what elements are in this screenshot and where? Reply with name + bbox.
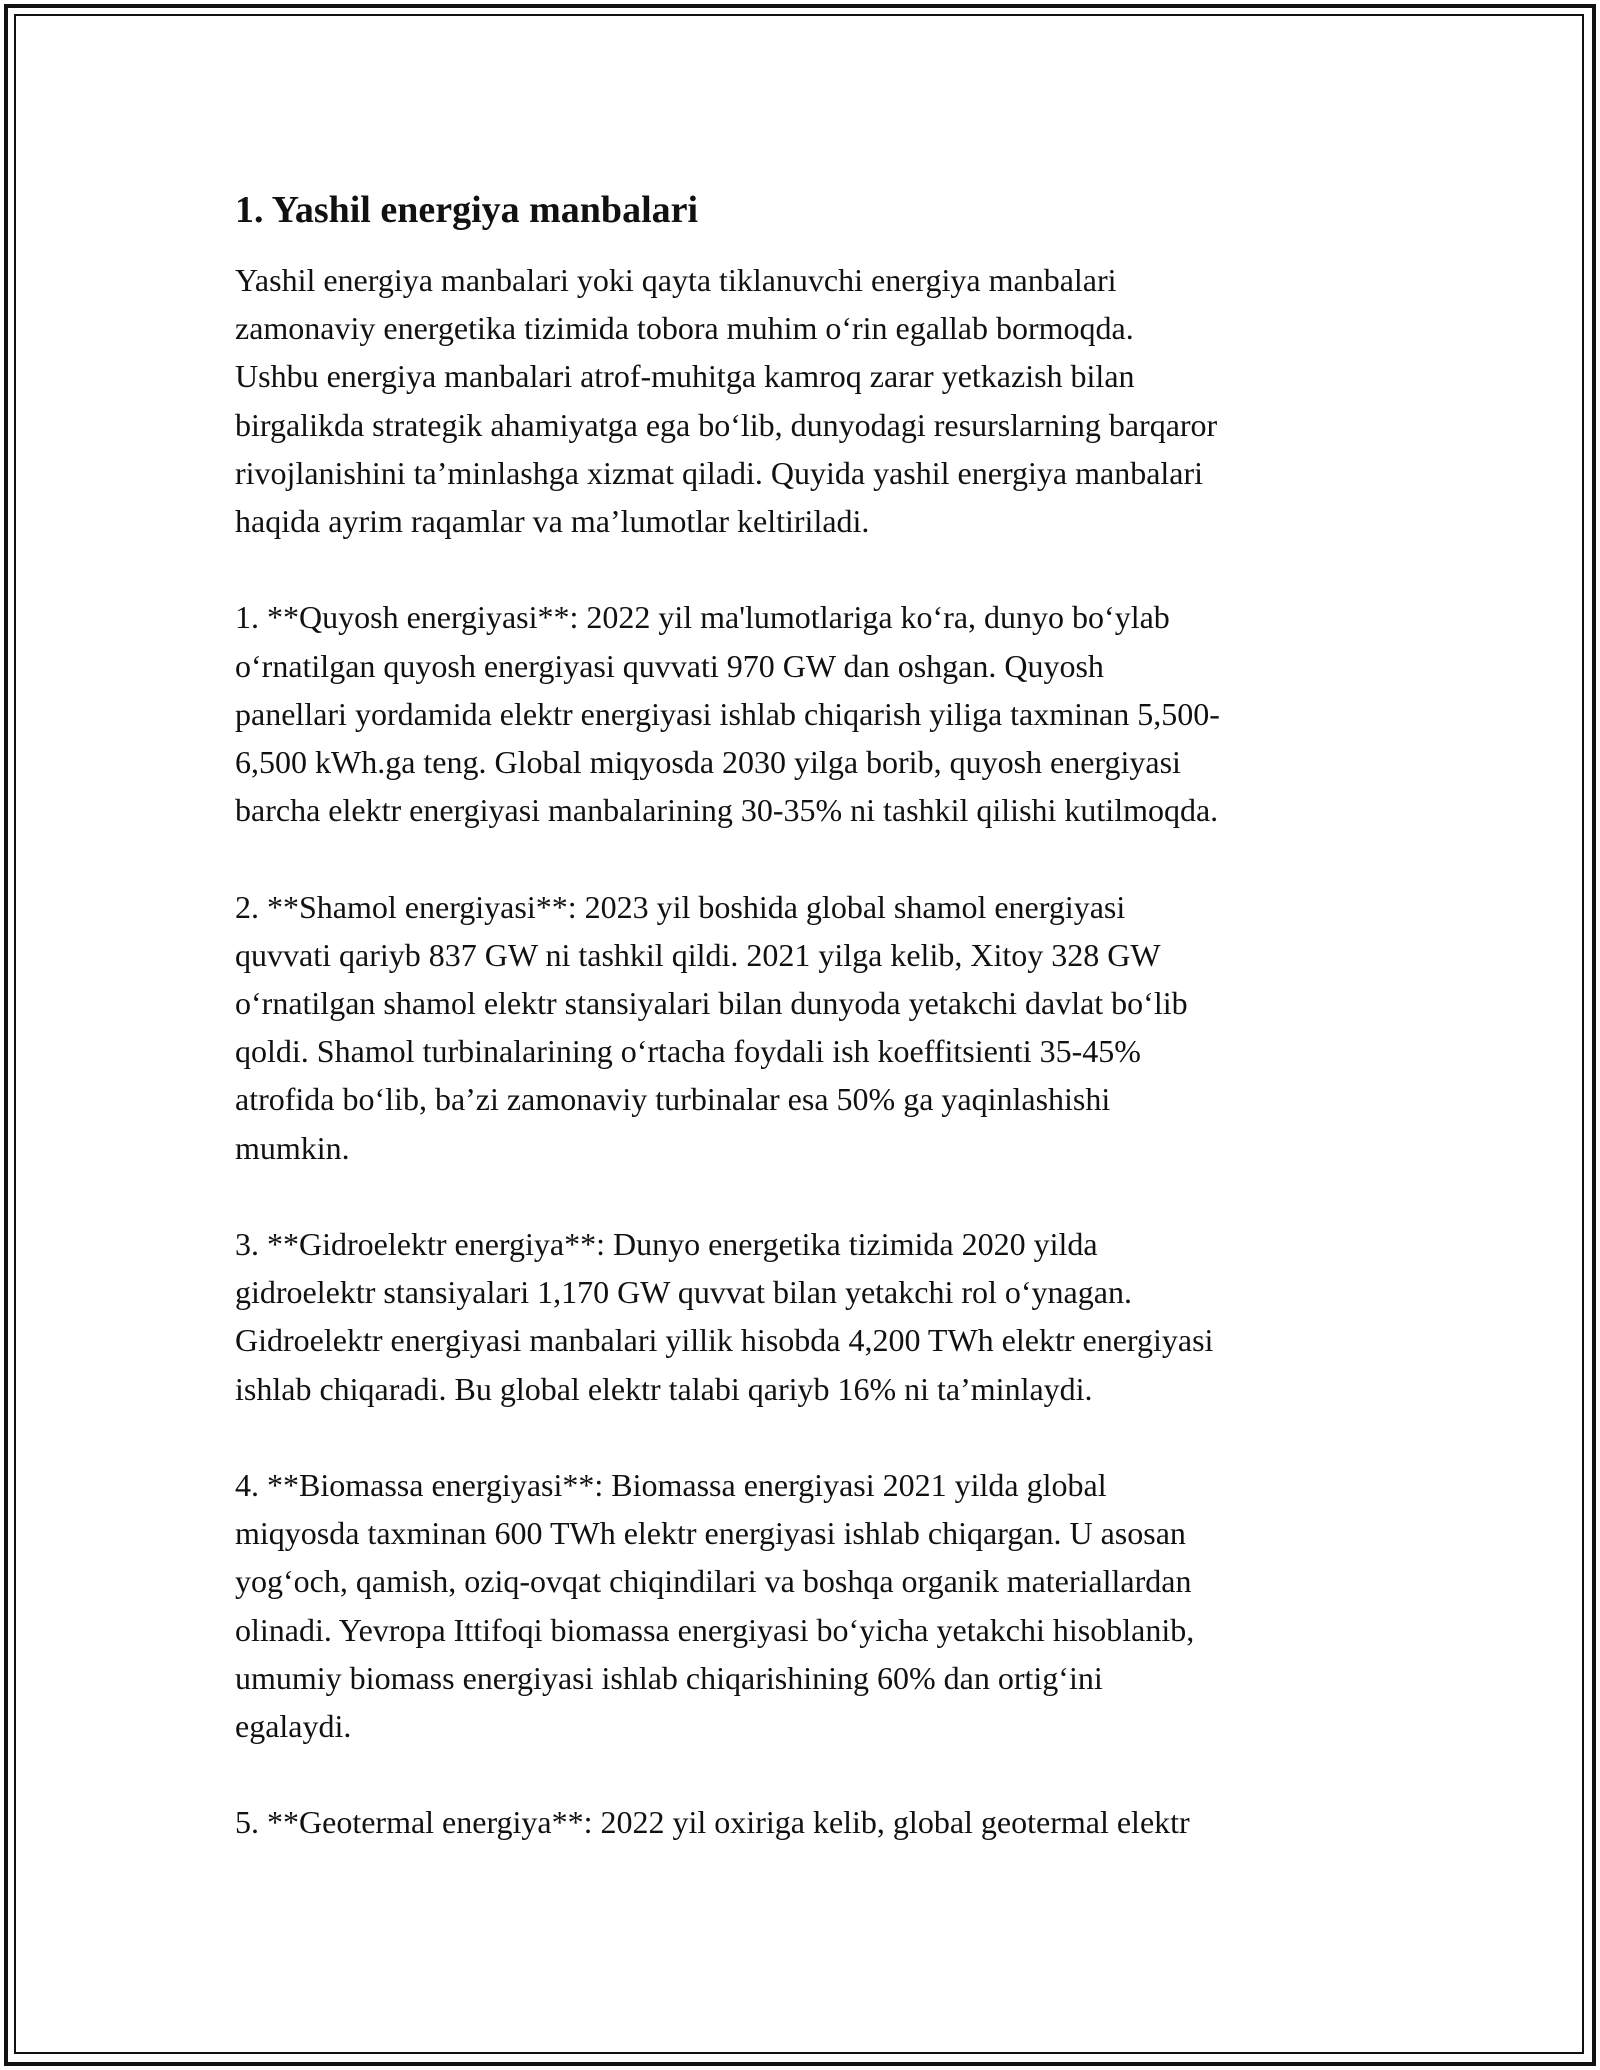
document-body <box>235 186 1370 1895</box>
paragraph-line: 3. **Gidroelektr energiya**: Dunyo energetika tizimida 2020 yilda <box>235 1226 1098 1263</box>
paragraph-line: rivojlanishini taʼminlashga xizmat qiladi. Quyida yashil energiya manbalari <box>235 454 1204 491</box>
paragraph-line: Ushbu energiya manbalari atrof-muhitga kamroq zarar yetkazish bilan <box>235 358 1135 395</box>
paragraph-line: panellari yordamida elektr energiyasi ishlab chiqarish yiliga taxminan 5,500- <box>235 695 1220 732</box>
intro-paragraph <box>235 256 1370 545</box>
paragraph-line: yogʻoch, qamish, oziq-ovqat chiqindilari va boshqa organik materiallardan <box>235 1563 1192 1600</box>
paragraph-line: gidroelektr stansiyalari 1,170 GW quvvat bilan yetakchi rol oʻynagan. <box>235 1274 1132 1311</box>
paragraph-line: 4. **Biomassa energiyasi**: Biomassa energiyasi 2021 yilda global <box>235 1467 1107 1504</box>
paragraph-line: quvvati qariyb 837 GW ni tashkil qildi. 2021 yilga kelib, Xitoy 328 GW <box>235 936 1161 973</box>
solar-energy-paragraph <box>235 593 1370 834</box>
document-heading: 1. Yashil energiya manbalari <box>235 189 699 231</box>
paragraph-line: olinadi. Yevropa Ittifoqi biomassa energiyasi boʻyicha yetakchi hisoblanib, <box>235 1611 1195 1648</box>
paragraph-line: 6,500 kWh.ga teng. Global miqyosda 2030 yilga borib, quyosh energiyasi <box>235 744 1181 781</box>
paragraph-line: 5. **Geotermal energiya**: 2022 yil oxiriga kelib, global geotermal elektr <box>235 1804 1190 1841</box>
biomass-energy-paragraph <box>235 1461 1370 1750</box>
paragraph-line: haqida ayrim raqamlar va maʼlumotlar keltiriladi. <box>235 503 870 540</box>
paragraph-line: barcha elektr energiyasi manbalarining 30-35% ni tashkil qilishi kutilmoqda. <box>235 792 1219 829</box>
paragraph-line: oʻrnatilgan shamol elektr stansiyalari bilan dunyoda yetakchi davlat boʻlib <box>235 985 1188 1022</box>
paragraph-line: Yashil energiya manbalari yoki qayta tiklanuvchi energiya manbalari <box>235 262 1117 298</box>
hydro-energy-paragraph <box>235 1220 1370 1413</box>
geothermal-energy-paragraph <box>235 1798 1370 1846</box>
paragraph-line: egalaydi. <box>235 1708 352 1745</box>
paragraph-line: 2. **Shamol energiyasi**: 2023 yil boshida global shamol energiyasi <box>235 888 1126 925</box>
paragraph-line: oʻrnatilgan quyosh energiyasi quvvati 970 GW dan oshgan. Quyosh <box>235 647 1104 684</box>
paragraph-line: mumkin. <box>235 1129 350 1166</box>
paragraph-line: zamonaviy energetika tizimida tobora muhim oʻrin egallab bormoqda. <box>235 310 1134 347</box>
paragraph-line: birgalikda strategik ahamiyatga ega boʻlib, dunyodagi resurslarning barqaror <box>235 406 1218 443</box>
paragraph-line: Gidroelektr energiyasi manbalari yillik hisobda 4,200 TWh elektr energiyasi <box>235 1322 1214 1359</box>
paragraph-line: atrofida boʻlib, baʼzi zamonaviy turbinalar esa 50% ga yaqinlashishi <box>235 1081 1111 1118</box>
paragraph-line: qoldi. Shamol turbinalarining oʻrtacha foydali ish koeffitsienti 35-45% <box>235 1033 1141 1070</box>
paragraph-line: ishlab chiqaradi. Bu global elektr talabi qariyb 16% ni taʼminlaydi. <box>235 1370 1093 1407</box>
wind-energy-paragraph <box>235 883 1370 1172</box>
paragraph-line: miqyosda taxminan 600 TWh elektr energiyasi ishlab chiqargan. U asosan <box>235 1515 1186 1552</box>
paragraph-line: 1. **Quyosh energiyasi**: 2022 yil ma'lumotlariga koʻra, dunyo boʻylab <box>235 599 1170 636</box>
paragraph-line: umumiy biomass energiyasi ishlab chiqarishining 60% dan ortigʻini <box>235 1659 1103 1696</box>
